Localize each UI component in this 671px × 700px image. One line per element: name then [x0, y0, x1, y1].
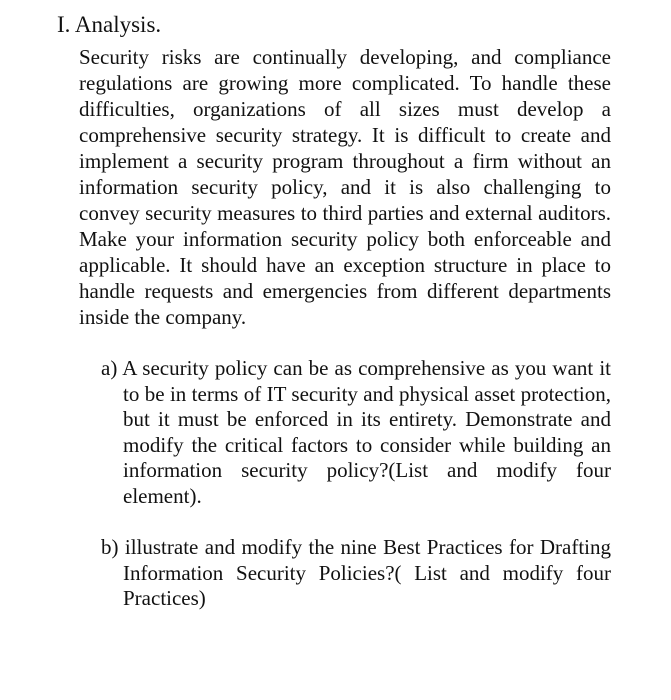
intro-paragraph: Security risks are continually developing, and compliance regulations are growing more complicated. To handle these difficulties, organizations of all sizes must develop a comprehensive security strategy. It is difficult to create and implement a security program throughout a firm without an information security policy, and it is also challenging to convey security measures to third parties and external auditors. Make your information security policy both enforceable and applicable. It should have an exception structure in place to handle requests and emergencies from different departments inside the company.	[79, 45, 611, 329]
question-a: a) A security policy can be as comprehensive as you want it to be in terms of IT security and physical asset protection, but it must be enforced in its entirety. Demonstrate and modify the critical factors to consider while building an information security policy?(List and modify four element).	[101, 356, 611, 508]
question-b: b) illustrate and modify the nine Best Practices for Drafting Information Security Policies?( List and modify four Practices)	[101, 535, 611, 610]
section-heading: I. Analysis.	[57, 12, 162, 37]
